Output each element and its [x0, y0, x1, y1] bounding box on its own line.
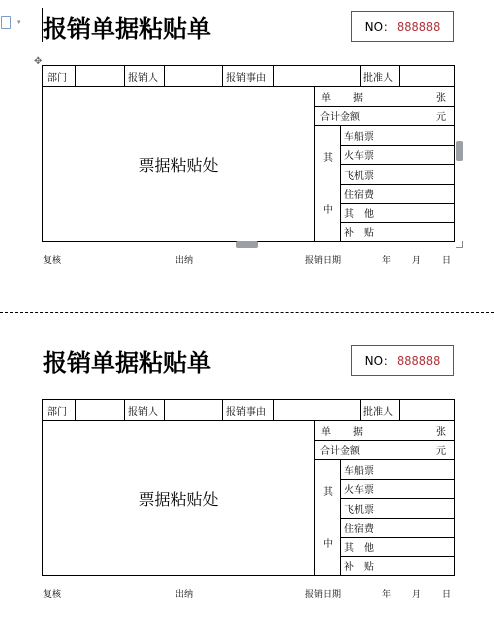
form-title[interactable]: 报销单据粘贴单: [43, 15, 211, 43]
form-title[interactable]: 报销单据粘贴单: [43, 349, 211, 377]
footer-year: 年: [382, 256, 392, 266]
item-label: 飞机票: [344, 504, 374, 516]
cut-line: [0, 312, 494, 313]
claimant-label: 报销人: [128, 72, 158, 84]
footer-review: 复核: [43, 590, 62, 600]
dept-label: 部门: [47, 406, 67, 418]
serial-number-box: [351, 345, 454, 376]
chevron-down-icon[interactable]: ▾: [17, 18, 21, 26]
total-label: 合计金额: [320, 446, 360, 457]
footer-day: 日: [442, 256, 452, 266]
item-label: 住宿费: [344, 190, 374, 201]
serial-number-label: NO：: [364, 20, 396, 34]
item-label: 飞机票: [344, 170, 374, 182]
item-label: 补 贴: [344, 228, 374, 239]
item-label: 车船票: [344, 466, 374, 477]
receipt-paste-area: 票据粘贴处: [138, 155, 219, 175]
dept-label: 部门: [47, 72, 67, 84]
row-resize-handle[interactable]: [456, 141, 463, 161]
item-label: 火车票: [344, 485, 374, 496]
total-unit: 元: [436, 112, 446, 123]
serial-number-box: [351, 11, 454, 42]
among-label-b: 中: [323, 204, 333, 216]
footer-review: 复核: [43, 256, 62, 266]
total-unit: 元: [436, 446, 446, 457]
footer-month: 月: [412, 256, 422, 266]
footer-year: 年: [382, 590, 392, 600]
reason-label: 报销事由: [226, 406, 266, 418]
receipts-unit: 张: [436, 426, 446, 438]
approver-label: 批准人: [363, 72, 393, 84]
receipts-label-b: 据: [353, 92, 363, 104]
item-label: 其 他: [344, 543, 374, 554]
form-table[interactable]: [42, 65, 455, 242]
receipts-label-b: 据: [353, 426, 363, 438]
receipts-label-a: 单: [321, 426, 331, 438]
item-label: 住宿费: [344, 524, 374, 535]
expense-paste-form: [0, 0, 494, 300]
item-label: 其 他: [344, 209, 374, 220]
footer-cashier: 出纳: [175, 256, 194, 266]
footer-day: 日: [442, 590, 452, 600]
expense-paste-form: [0, 334, 494, 634]
receipt-paste-area: 票据粘贴处: [138, 489, 219, 509]
footer-month: 月: [412, 590, 422, 600]
table-resize-handle[interactable]: [456, 241, 463, 248]
move-table-icon[interactable]: ✥: [34, 56, 43, 67]
serial-number-value: 888888: [397, 19, 441, 34]
receipts-label-a: 单: [321, 92, 331, 104]
receipts-unit: 张: [436, 92, 446, 104]
approver-label: 批准人: [363, 406, 393, 418]
reason-label: 报销事由: [226, 72, 266, 84]
add-row-handle[interactable]: [236, 241, 258, 248]
claimant-label: 报销人: [128, 406, 158, 418]
among-label-a: 其: [323, 486, 333, 498]
item-label: 补 贴: [344, 562, 374, 573]
serial-number-label: NO：: [364, 354, 396, 368]
footer-date: 报销日期: [305, 256, 342, 266]
among-label-a: 其: [323, 152, 333, 164]
footer-cashier: 出纳: [175, 590, 194, 600]
footer-date: 报销日期: [305, 590, 342, 600]
among-label-b: 中: [323, 538, 333, 550]
item-label: 火车票: [344, 151, 374, 162]
total-label: 合计金额: [320, 112, 360, 123]
item-label: 车船票: [344, 132, 374, 143]
serial-number-value: 888888: [397, 353, 441, 368]
form-table[interactable]: [42, 399, 455, 576]
